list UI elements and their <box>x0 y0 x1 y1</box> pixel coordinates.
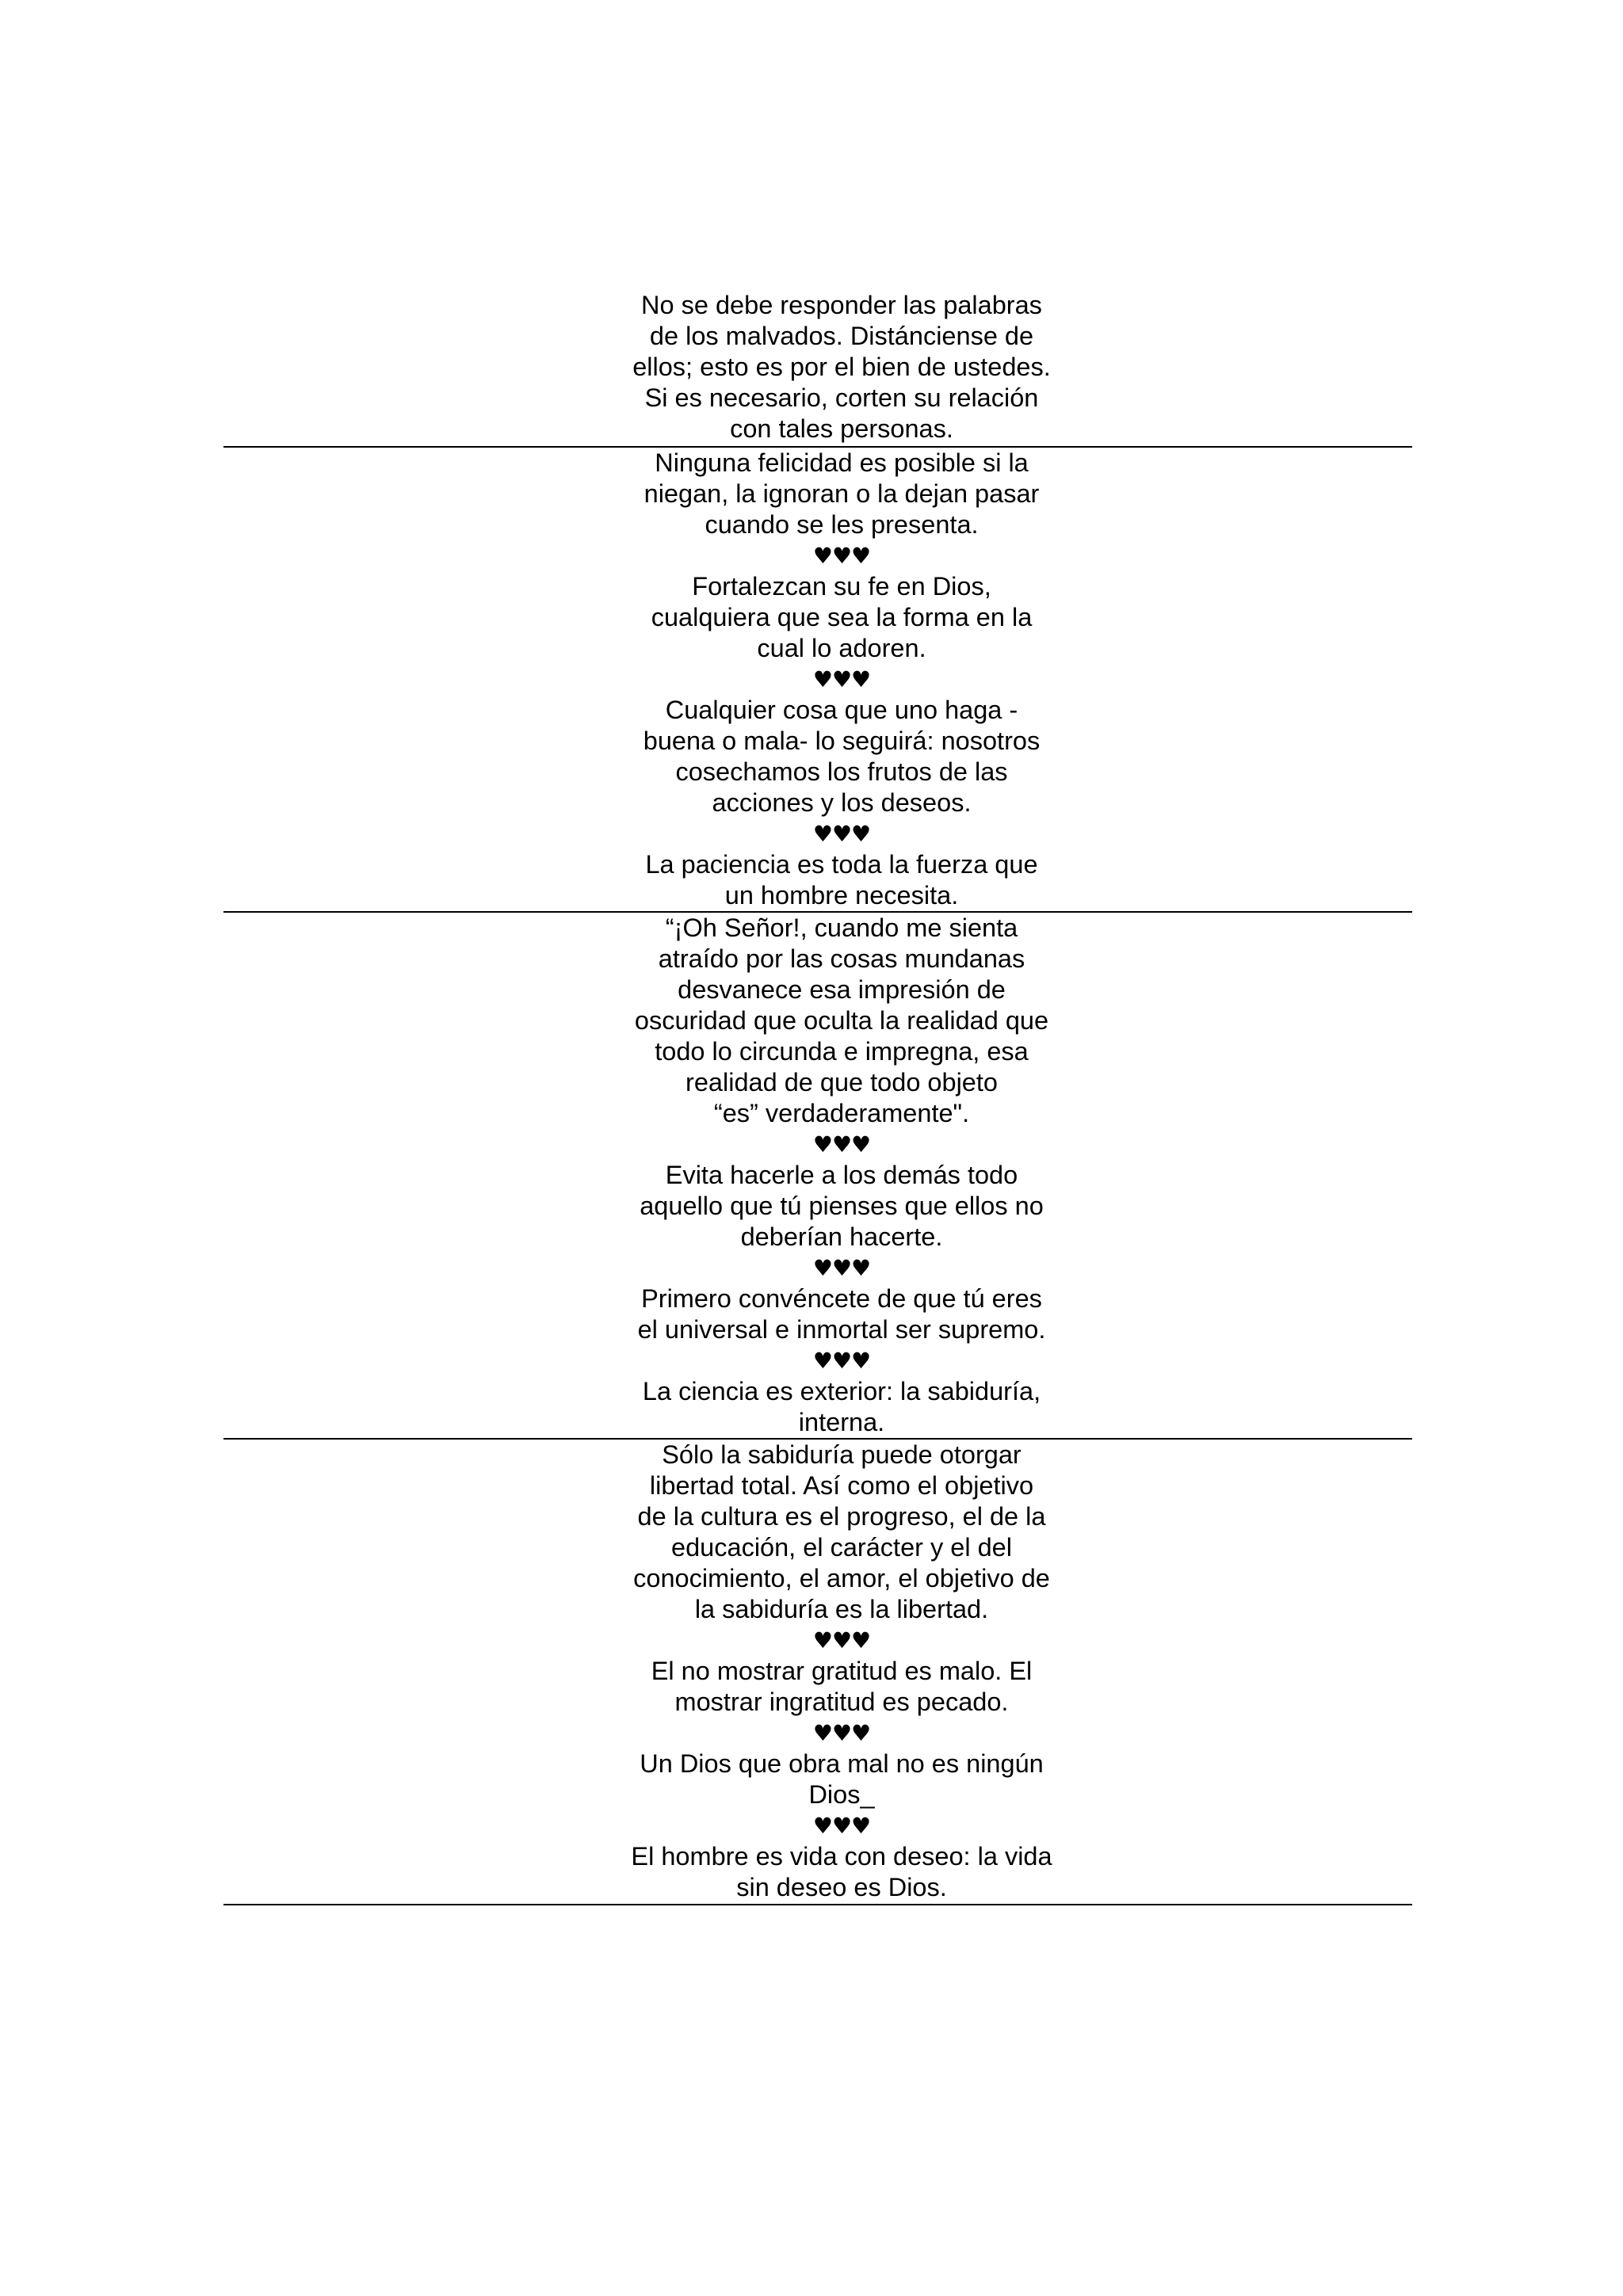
quote-line: “es” verdaderamente". <box>713 1099 970 1127</box>
quote-line: interna. <box>798 1408 885 1436</box>
quote-line: Cualquier cosa que uno haga - <box>665 696 1018 724</box>
quote-line: Fortalezcan su fe en Dios, <box>692 572 991 601</box>
quote-line: la sabiduría es la libertad. <box>694 1595 989 1623</box>
quote-line: No se debe responder las palabras <box>641 291 1042 319</box>
quote-section-2 <box>223 448 1412 913</box>
hearts-separator: ♥♥♥ <box>812 1627 871 1653</box>
quote-line: La ciencia es exterior: la sabiduría, <box>642 1377 1041 1405</box>
quote-line: “¡Oh Señor!, cuando me sienta <box>665 913 1018 942</box>
hearts-separator: ♥♥♥ <box>812 1813 871 1839</box>
quote-line: cosechamos los frutos de las <box>675 757 1008 786</box>
quote-section-3 <box>223 913 1412 1440</box>
quote-column <box>588 913 1095 1438</box>
quote-line: conocimiento, el amor, el objetivo de <box>633 1564 1050 1592</box>
quote-line: desvanece esa impresión de <box>678 975 1006 1004</box>
quote-section-4 <box>223 1440 1412 1905</box>
hearts-separator: ♥♥♥ <box>812 1348 871 1374</box>
quote-line: educación, el carácter y el del <box>671 1533 1012 1562</box>
hearts-separator: ♥♥♥ <box>812 666 871 692</box>
hearts-separator: ♥♥♥ <box>812 1131 871 1158</box>
quote-line: aquello que tú pienses que ellos no <box>640 1192 1044 1220</box>
quote-line: Dios_ <box>808 1780 875 1809</box>
quote-line: oscuridad que oculta la realidad que <box>634 1006 1049 1035</box>
quote-line: Sólo la sabiduría puede otorgar <box>662 1440 1022 1469</box>
quote-line: realidad de que todo objeto <box>685 1068 998 1097</box>
hearts-separator: ♥♥♥ <box>812 821 871 847</box>
quote-line: cuando se les presenta. <box>705 510 979 539</box>
quote-line: todo lo circunda e impregna, esa <box>655 1037 1029 1066</box>
quote-line: niegan, la ignoran o la dejan pasar <box>643 479 1040 508</box>
quote-line: El no mostrar gratitud es malo. El <box>651 1657 1033 1685</box>
quote-line: de la cultura es el progreso, el de la <box>637 1502 1046 1531</box>
quote-line: La paciencia es toda la fuerza que <box>645 850 1038 879</box>
hearts-separator: ♥♥♥ <box>812 543 871 569</box>
hearts-separator: ♥♥♥ <box>812 1255 871 1281</box>
quote-line: buena o mala- lo seguirá: nosotros <box>643 727 1041 755</box>
quote-column <box>588 448 1095 911</box>
quote-line: Un Dios que obra mal no es ningún <box>640 1749 1044 1778</box>
quote-line: deberían hacerte. <box>740 1222 943 1251</box>
quote-line: cualquiera que sea la forma en la <box>651 603 1033 631</box>
quote-line: Si es necesario, corten su relación <box>644 383 1039 412</box>
quote-line: el universal e inmortal ser supremo. <box>637 1315 1046 1344</box>
quote-line: cual lo adoren. <box>757 634 926 662</box>
quote-line: acciones y los deseos. <box>712 788 972 817</box>
quote-line: libertad total. Así como el objetivo <box>649 1471 1034 1500</box>
quote-line: con tales personas. <box>730 414 953 443</box>
quote-line: mostrar ingratitud es pecado. <box>674 1688 1009 1716</box>
quote-line: un hombre necesita. <box>724 881 959 910</box>
quote-line: ellos; esto es por el bien de ustedes. <box>632 353 1051 381</box>
quote-line: Ninguna felicidad es posible si la <box>655 448 1029 477</box>
quote-section-1 <box>223 287 1412 448</box>
quote-line: atraído por las cosas mundanas <box>658 944 1025 973</box>
quote-line: de los malvados. Distánciense de <box>649 322 1034 350</box>
quote-line: sin deseo es Dios. <box>736 1873 947 1901</box>
quote-line: El hombre es vida con deseo: la vida <box>631 1842 1052 1871</box>
hearts-separator: ♥♥♥ <box>812 1720 871 1746</box>
quote-column <box>588 1440 1095 1903</box>
quote-line: Primero convéncete de que tú eres <box>641 1284 1042 1313</box>
quote-line: Evita hacerle a los demás todo <box>665 1161 1018 1189</box>
quote-column <box>588 290 1095 444</box>
